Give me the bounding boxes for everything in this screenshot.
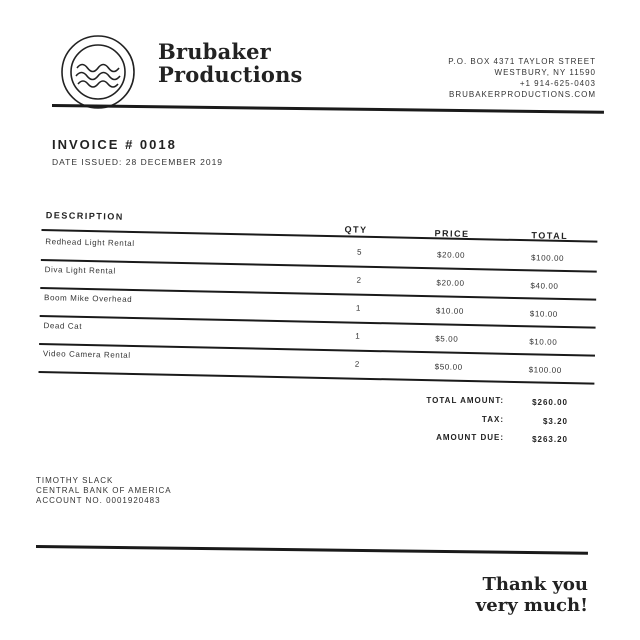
row-price: $20.00	[436, 278, 465, 288]
address-line1: P.O. BOX 4371 TAYLOR STREET	[448, 57, 596, 66]
company-phone: +1 914-625-0403	[519, 79, 596, 88]
thank-you-line2: very much!	[475, 595, 588, 616]
row-qty: 1	[355, 303, 362, 313]
company-address	[448, 56, 596, 100]
company-name	[158, 40, 303, 86]
waves-porthole-icon	[60, 34, 136, 110]
line-items-table	[36, 206, 600, 402]
tax-label: TAX:	[481, 415, 504, 424]
amount-due-label: AMOUNT DUE:	[436, 433, 504, 442]
company-name-line2: Productions	[158, 62, 303, 87]
row-price: $50.00	[434, 362, 463, 372]
row-qty: 1	[355, 331, 361, 341]
row-description: Boom Mike Overhead	[43, 293, 133, 304]
total-amount-value: $260.00	[532, 398, 568, 407]
thank-you-line1: Thank you	[482, 574, 588, 595]
payment-details	[36, 476, 172, 506]
row-description: Diva Light Rental	[44, 265, 116, 276]
account-number: ACCOUNT NO. 0001920483	[36, 496, 161, 505]
row-description: Dead Cat	[43, 321, 83, 331]
row-description: Redhead Light Rental	[45, 237, 135, 248]
header-description: DESCRIPTION	[45, 210, 124, 222]
row-description: Video Camera Rental	[42, 349, 131, 360]
row-qty: 2	[356, 275, 362, 285]
row-price: $5.00	[435, 334, 459, 344]
header-total: TOTAL	[531, 230, 569, 242]
row-total: $10.00	[529, 309, 559, 319]
footer-divider	[36, 545, 588, 555]
invoice-date: DATE ISSUED: 28 DECEMBER 2019	[52, 157, 224, 167]
invoice-title: INVOICE # 0018	[52, 137, 177, 152]
tax-value: $3.20	[542, 417, 568, 426]
thank-you-message	[476, 574, 588, 616]
company-website: BRUBAKERPRODUCTIONS.COM	[448, 90, 596, 99]
company-name-line1: Brubaker	[158, 39, 271, 64]
amount-due-value: $263.20	[532, 435, 568, 444]
row-qty: 5	[357, 247, 363, 257]
address-line2: WESTBURY, NY 11590	[494, 68, 596, 77]
payee-name: TIMOTHY SLACK	[36, 476, 114, 485]
bank-name: CENTRAL BANK OF AMERICA	[36, 486, 172, 495]
total-amount-label: TOTAL AMOUNT:	[426, 396, 504, 405]
row-total: $100.00	[530, 253, 565, 263]
row-total: $40.00	[530, 281, 559, 291]
row-total: $10.00	[529, 337, 558, 347]
row-price: $20.00	[436, 250, 466, 260]
header-price: PRICE	[434, 228, 470, 240]
row-price: $10.00	[435, 306, 465, 316]
header-qty: QTY	[344, 224, 368, 235]
row-total: $100.00	[528, 365, 562, 375]
row-qty: 2	[354, 359, 360, 369]
